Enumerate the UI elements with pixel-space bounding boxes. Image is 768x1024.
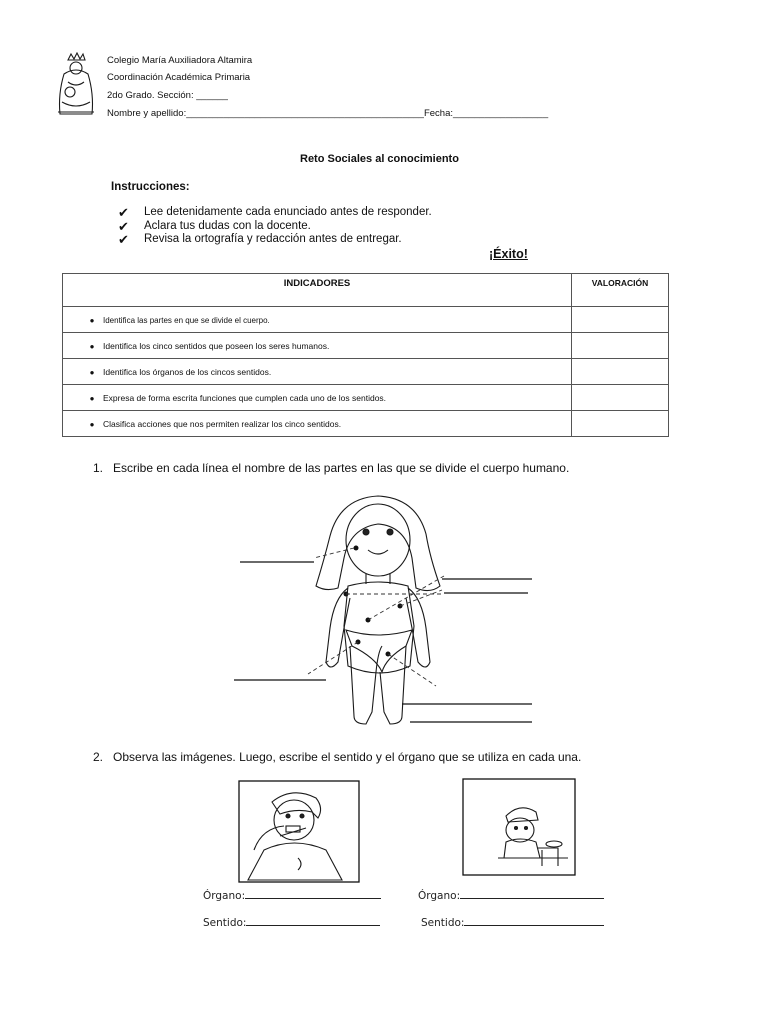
- bullet-icon: ●: [89, 315, 95, 325]
- sense-field-2[interactable]: Sentido:: [421, 917, 604, 929]
- instructions-heading: Instrucciones:: [111, 181, 190, 193]
- valoracion-cell[interactable]: [572, 359, 669, 385]
- valoracion-cell[interactable]: [572, 385, 669, 411]
- bullet-icon: ●: [89, 367, 95, 377]
- organ-field-2[interactable]: Órgano:: [418, 890, 604, 902]
- check-icon: ✔: [118, 218, 129, 234]
- instruction-item: ✔ Lee detenidamente cada enunciado antes de responder.: [118, 205, 432, 220]
- indicators-header: INDICADORES: [63, 274, 572, 307]
- question-1: 1. Escribe en cada línea el nombre de las partes en las que se divide el cuerpo humano.: [93, 461, 570, 475]
- organ-field-1[interactable]: Órgano:: [203, 890, 381, 902]
- valoracion-header: VALORACIÓN: [572, 274, 669, 307]
- table-row: ● Expresa de forma escrita funciones que cumplen cada uno de los sentidos.: [63, 385, 669, 411]
- valoracion-cell[interactable]: [572, 411, 669, 437]
- instruction-item: ✔ Aclara tus dudas con la docente.: [118, 218, 311, 234]
- indicators-table: [62, 273, 669, 437]
- grade-section-field[interactable]: 2do Grado. Sección: ______: [107, 90, 228, 101]
- name-date-field[interactable]: Nombre y apellido:_____________________________________________Fecha:__________________: [107, 108, 549, 119]
- table-row: ● Identifica los cinco sentidos que poseen los seres humanos.: [63, 333, 669, 359]
- school-logo-icon: [52, 52, 100, 120]
- page-title: Reto Sociales al conocimiento: [300, 153, 459, 165]
- table-row: ● Identifica los órganos de los cincos sentidos.: [63, 359, 669, 385]
- check-icon: ✔: [118, 205, 129, 220]
- valoracion-cell[interactable]: [572, 333, 669, 359]
- table-row: ● Identifica las partes en que se divide el cuerpo.: [63, 307, 669, 333]
- instruction-item: ✔ Revisa la ortografía y redacción antes de entregar.: [118, 232, 402, 247]
- girl-body-illustration: [230, 490, 540, 730]
- instructions-list: [118, 206, 432, 247]
- sense-field-1[interactable]: Sentido:: [203, 917, 380, 929]
- question-2: 2. Observa las imágenes. Luego, escribe el sentido y el órgano que se utiliza en cada una.: [93, 750, 582, 764]
- bullet-icon: ●: [89, 393, 95, 403]
- table-row: ● Clasifica acciones que nos permiten realizar los cinco sentidos.: [63, 411, 669, 437]
- bullet-icon: ●: [89, 419, 95, 429]
- boy-eating-illustration: [462, 778, 578, 878]
- bullet-icon: ●: [89, 341, 95, 351]
- coordination-name: Coordinación Académica Primaria: [107, 72, 251, 83]
- exito-text: ¡Éxito!: [489, 247, 528, 261]
- valoracion-cell[interactable]: [572, 307, 669, 333]
- table-header-row: [63, 274, 669, 307]
- school-name: Colegio María Auxiliadora Altamira: [107, 55, 253, 66]
- check-icon: ✔: [118, 232, 129, 247]
- boy-brushing-illustration: [238, 780, 362, 884]
